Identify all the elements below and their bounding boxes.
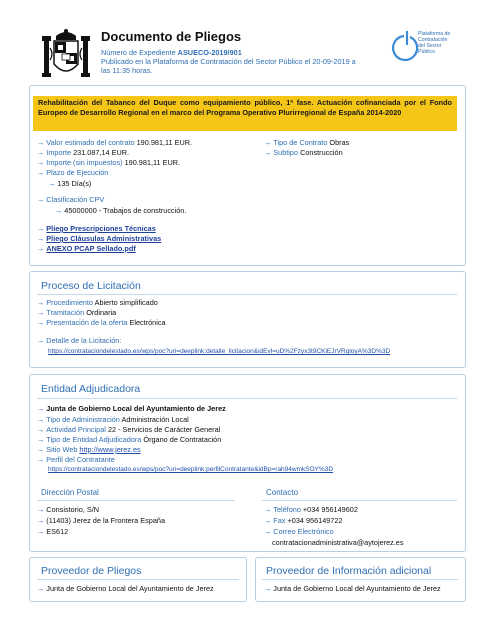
divider xyxy=(262,579,458,580)
arrow-icon: → xyxy=(55,206,63,215)
tipo-administracion-row: → Tipo de Administración Administración Local xyxy=(37,415,189,424)
divider xyxy=(37,500,235,501)
published-line-2: las 11:35 horas. xyxy=(101,66,153,75)
entidad-nombre-row: → Junta de Gobierno Local del Ayuntamiento de Jerez xyxy=(37,404,226,413)
arrow-icon: → xyxy=(264,505,272,514)
perfil-contratante-link[interactable]: https://contrataciondelestado.es/wps/poc?uri=deeplink:perfilContratante&idBp=rah94wmkSOY%3D xyxy=(48,466,334,473)
presentacion-row: → Presentación de la oferta Electrónica xyxy=(37,318,166,327)
arrow-icon: → xyxy=(37,224,45,233)
entidad-title: Entidad Adjudicadora xyxy=(41,383,141,395)
document-title: Documento de Pliegos xyxy=(101,29,242,44)
divider xyxy=(37,294,457,295)
valor-estimado-row: → Valor estimado del contrato 190.981,11 EUR. xyxy=(37,138,193,147)
arrow-icon: → xyxy=(37,425,45,434)
tipo-contrato-row: → Tipo de Contrato Obras xyxy=(264,138,350,147)
importe-row: → Importe 231.087,14 EUR. xyxy=(37,148,130,157)
logo-text: Plataforma de Contratación del Sector Público xyxy=(418,31,451,55)
sitio-web-link[interactable]: http://www.jerez.es xyxy=(79,445,141,454)
cpv-row: → Clasificación CPV xyxy=(37,195,105,204)
arrow-icon: → xyxy=(37,308,45,317)
arrow-icon: → xyxy=(37,435,45,444)
direccion-postal-title: Dirección Postal xyxy=(41,488,99,497)
correo-value: contratacionadministrativa@aytojerez.es xyxy=(272,538,404,547)
link-anexo-pcap[interactable]: → ANEXO PCAP Sellado.pdf xyxy=(37,244,136,253)
detalle-licitacion-row: → Detalle de la Licitación: xyxy=(37,336,122,345)
arrow-icon: → xyxy=(37,404,45,413)
plazo-value-row: → 135 Día(s) xyxy=(48,179,92,188)
proveedor-info-title: Proveedor de Información adicional xyxy=(266,565,432,577)
expediente-label: Número de Expediente xyxy=(101,48,178,57)
arrow-icon: → xyxy=(37,516,45,525)
arrow-icon: → xyxy=(37,527,45,536)
cpv-value-row: → 45000000 - Trabajos de construcción. xyxy=(55,206,187,215)
proceso-title: Proceso de Licitación xyxy=(41,280,141,292)
contract-title-highlight: Rehabilitación del Tabanco del Duque como equipamiento público, 1ª fase. Actuación cofinanciada por el Fondo Europeo de Desarrollo Regional en el marco del Programa Operativo Plurirregional de España 2014-2020 xyxy=(33,96,457,131)
link-pliego-prescripciones[interactable]: → Pliego Prescripciones Técnicas xyxy=(37,224,156,233)
tipo-entidad-row: → Tipo de Entidad Adjudicadora Órgano de Contratación xyxy=(37,435,222,444)
direccion-line: → Consistorio, S/N xyxy=(37,505,100,514)
expediente-line xyxy=(101,48,242,57)
published-line-1: Publicado en la Plataforma de Contratación del Sector Público el 20-09-2019 a xyxy=(101,57,356,66)
arrow-icon: → xyxy=(264,138,272,147)
arrow-icon: → xyxy=(37,318,45,327)
arrow-icon: → xyxy=(264,148,272,157)
arrow-icon: → xyxy=(37,415,45,424)
arrow-icon: → xyxy=(37,505,45,514)
arrow-icon: → xyxy=(264,516,272,525)
arrow-icon: → xyxy=(37,455,45,464)
actividad-principal-row: → Actividad Principal 22 - Servicios de Carácter General xyxy=(37,425,221,434)
contacto-title: Contacto xyxy=(266,488,299,497)
procedimiento-row: → Procedimiento Abierto simplificado xyxy=(37,298,158,307)
sitio-web-row: → Sitio Web http://www.jerez.es xyxy=(37,445,141,454)
arrow-icon: → xyxy=(264,584,272,593)
arrow-icon: → xyxy=(37,244,45,253)
direccion-line: → (11403) Jerez de la Frontera España xyxy=(37,516,166,525)
arrow-icon: → xyxy=(37,298,45,307)
arrow-icon: → xyxy=(37,445,45,454)
direccion-line: → ES612 xyxy=(37,527,69,536)
fax-row: → Fax +034 956149722 xyxy=(264,516,343,525)
divider xyxy=(37,579,239,580)
plazo-ejecucion-row: → Plazo de Ejecución xyxy=(37,168,109,177)
proveedor-pliegos-value: → Junta de Gobierno Local del Ayuntamiento de Jerez xyxy=(37,584,214,593)
arrow-icon: → xyxy=(37,148,45,157)
detalle-licitacion-link[interactable]: https://contrataciondelestado.es/wps/poc?uri=deeplink:detalle_licitacion&idEvl=uD%2Fzyx3t9CKiEJrVRqloyA%3D%3D xyxy=(48,348,391,355)
arrow-icon: → xyxy=(264,527,272,536)
divider xyxy=(37,398,457,399)
published-line xyxy=(101,57,381,75)
arrow-icon: → xyxy=(37,158,45,167)
importe-sin-impuestos-row: → Importe (sin impuestos) 190.981,11 EUR. xyxy=(37,158,181,167)
proveedor-pliegos-title: Proveedor de Pliegos xyxy=(41,565,142,577)
subtipo-row: → Subtipo Construcción xyxy=(264,148,343,157)
divider xyxy=(262,500,457,501)
arrow-icon: → xyxy=(37,336,45,345)
telefono-row: → Teléfono +034 956149602 xyxy=(264,505,358,514)
tramitacion-row: → Tramitación Ordinaria xyxy=(37,308,117,317)
arrow-icon: → xyxy=(48,179,56,188)
link-pliego-clausulas[interactable]: → Pliego Cláusulas Administrativas xyxy=(37,234,162,243)
arrow-icon: → xyxy=(37,234,45,243)
arrow-icon: → xyxy=(37,168,45,177)
spain-coat-of-arms-icon xyxy=(40,28,92,84)
expediente-value: ASUECO-2019/901 xyxy=(177,48,242,57)
arrow-icon: → xyxy=(37,138,45,147)
correo-row: → Correo Electrónico xyxy=(264,527,334,536)
arrow-icon: → xyxy=(37,584,45,593)
perfil-contratante-row: → Perfil del Contratante xyxy=(37,455,115,464)
arrow-icon: → xyxy=(37,195,45,204)
proveedor-info-value: → Junta de Gobierno Local del Ayuntamiento de Jerez xyxy=(264,584,441,593)
